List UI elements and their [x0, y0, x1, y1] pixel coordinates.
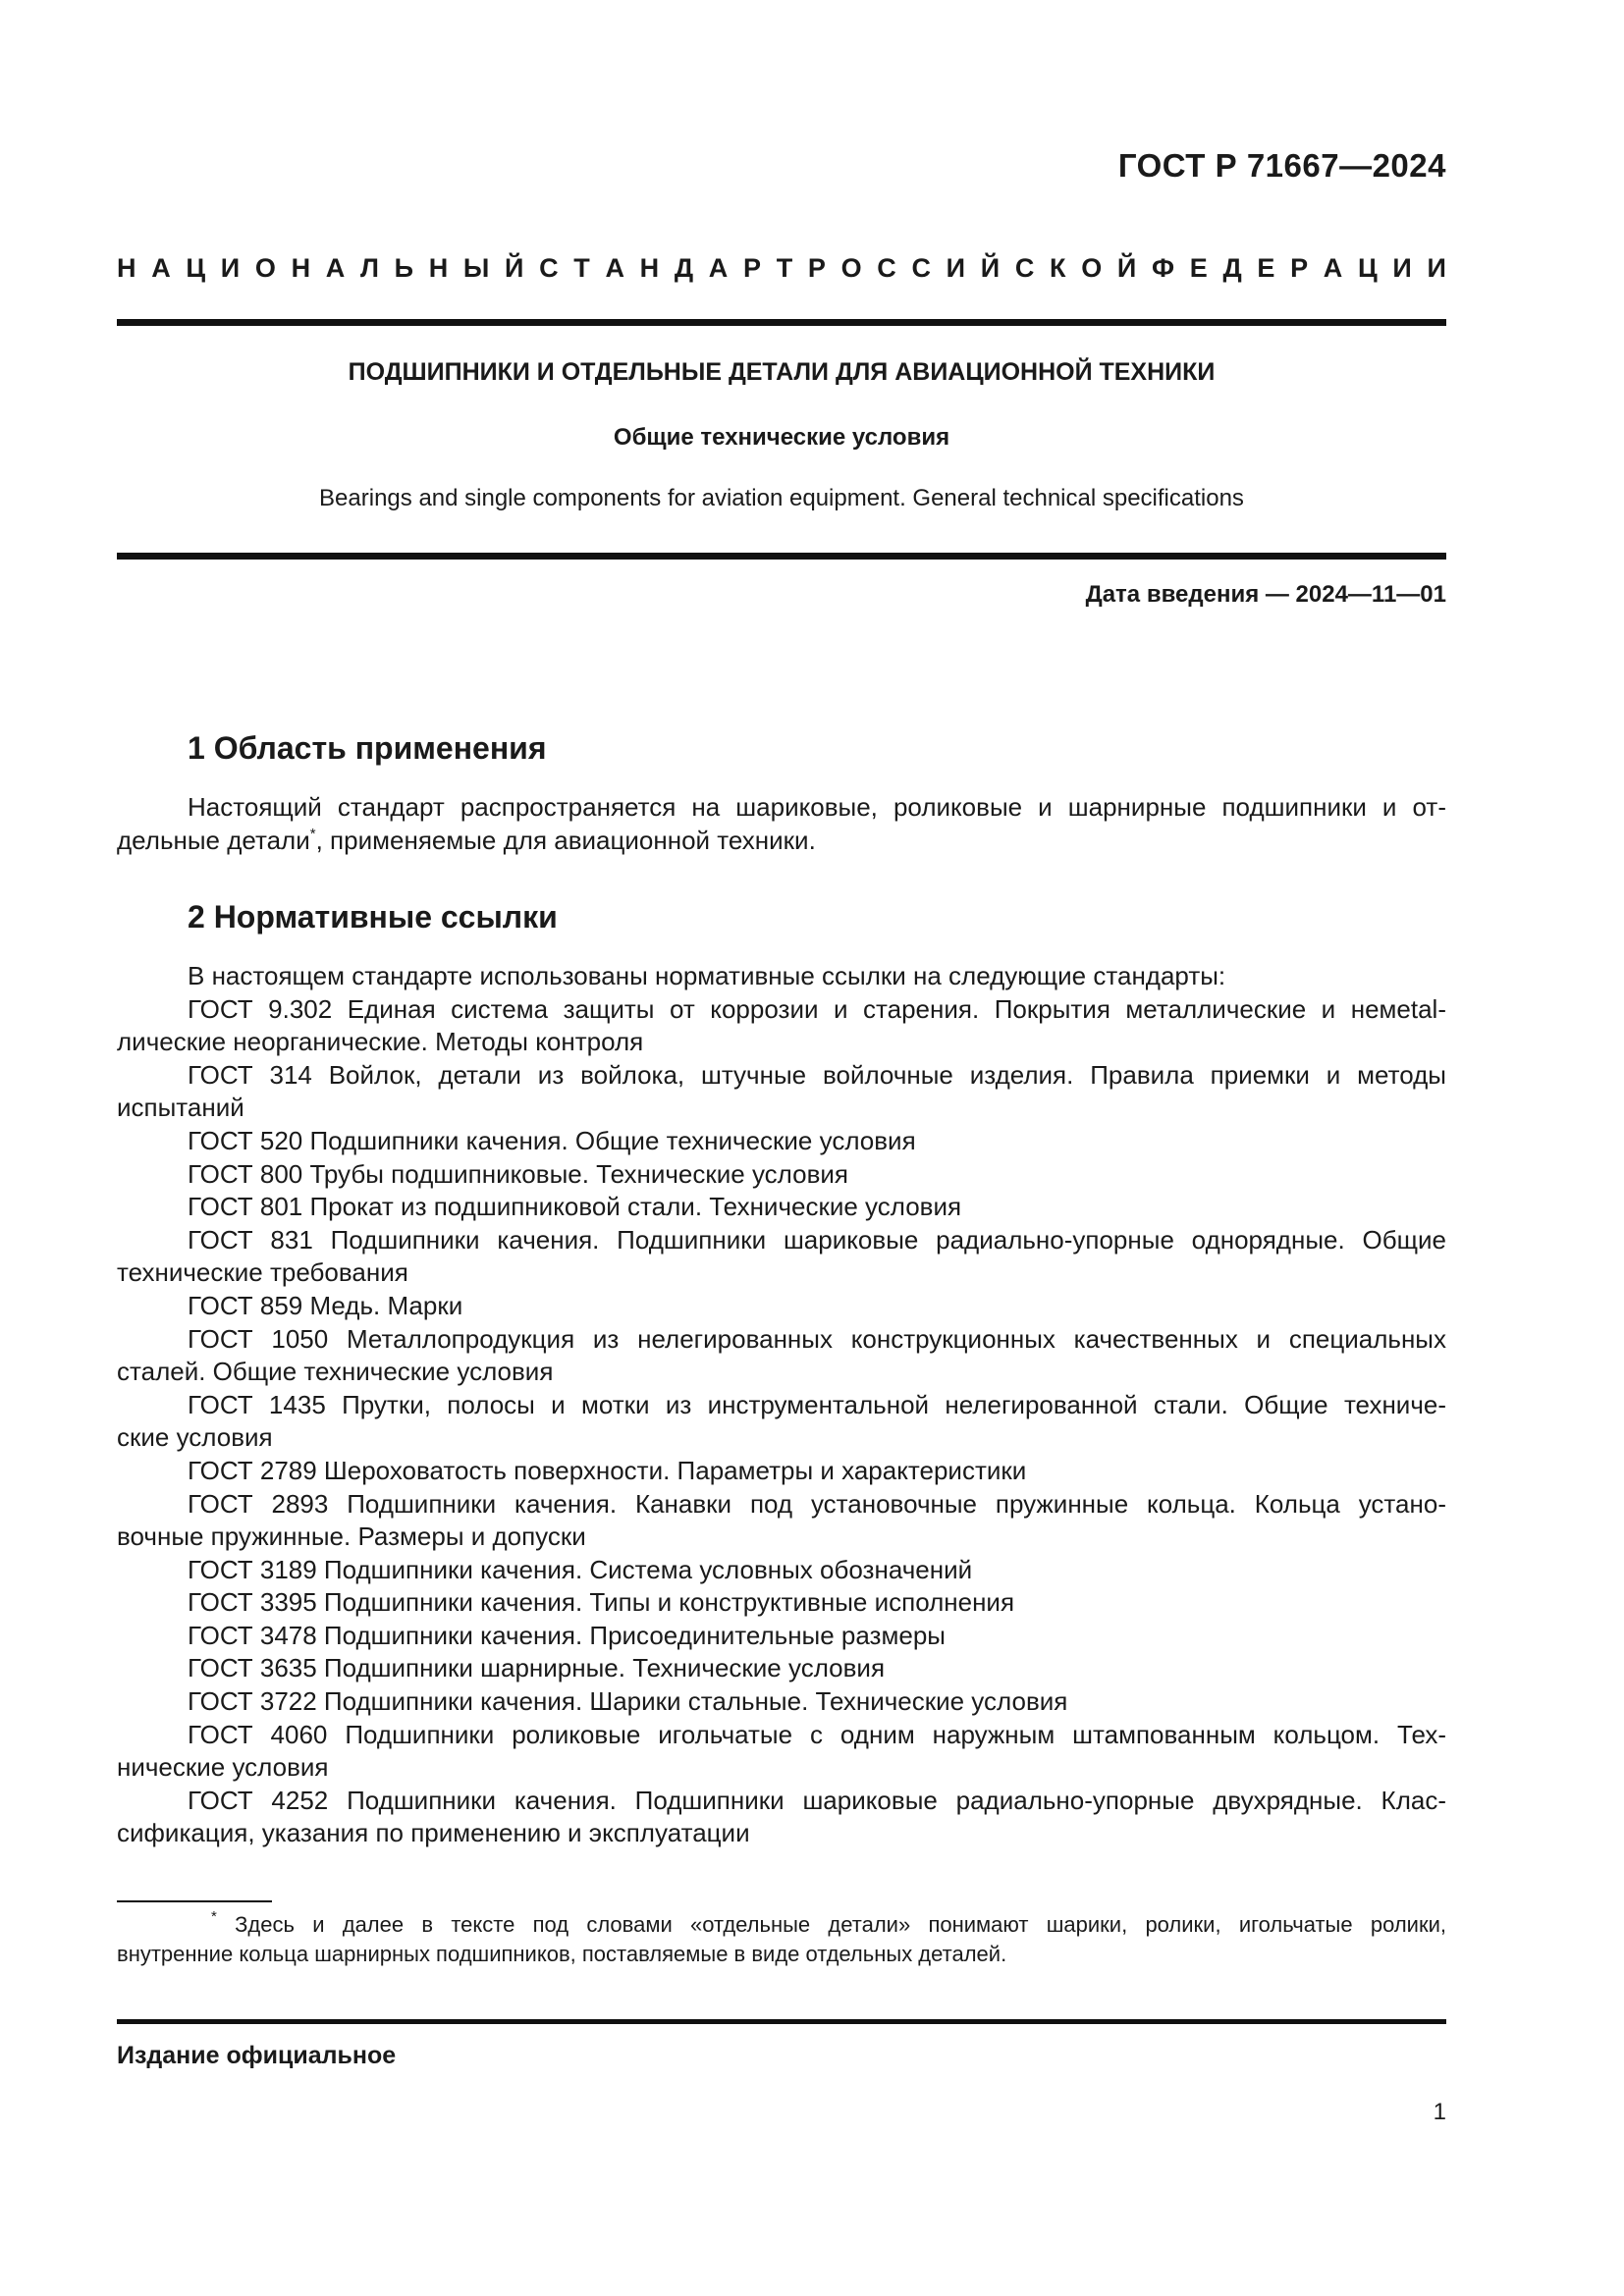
banner-letter: Ы [462, 253, 490, 283]
banner-letter: О [254, 253, 276, 283]
banner-letter: Д [674, 253, 694, 283]
reference-line: ГОСТ 3722 Подшипники качения. Шарики стальные. Технические условия [188, 1686, 1068, 1717]
section-2-heading: 2 Нормативные ссылки [188, 899, 558, 934]
footnote-text: Здесь и далее в тексте под словами «отдельные детали» понимают шарики, ролики, игольчатые ролики, [235, 1912, 1446, 1937]
section-2-body [117, 960, 1446, 1850]
introduction-date: Дата введения — 2024—11—01 [1085, 581, 1446, 608]
banner-letter: Н [117, 253, 136, 283]
banner-letter: С [877, 253, 896, 283]
footer-rule [117, 2019, 1446, 2024]
official-edition-label: Издание официальное [117, 2042, 397, 2069]
reference-line: лические неорганические. Методы контроля [117, 1027, 644, 1057]
footnote-rule [117, 1900, 272, 1902]
reference-line: ГОСТ 831 Подшипники качения. Подшипники шариковые радиально-упорные однорядные. Общие [188, 1224, 1446, 1255]
banner-letter: А [325, 253, 346, 283]
reference-line: ГОСТ 9.302 Единая система защиты от коррозии и старения. Покрытия металлические и немetal- [188, 993, 1446, 1024]
reference-line: сталей. Общие технические условия [117, 1357, 554, 1387]
banner-letter: Е [1257, 253, 1275, 283]
page-number: 1 [1433, 2099, 1446, 2125]
reference-line: ГОСТ 859 Медь. Марки [188, 1290, 463, 1320]
banner-letter: Р [807, 253, 826, 283]
banner-letter: О [1081, 253, 1103, 283]
reference-line: ГОСТ 4060 Подшипники роликовые игольчатые с одним наружным штампованным кольцом. Тех- [188, 1719, 1446, 1749]
reference-line: ГОСТ 800 Трубы подшипниковые. Технические условия [188, 1158, 848, 1189]
footnote-marker: * [309, 825, 316, 842]
banner-letter: Л [359, 253, 379, 283]
document-code: ГОСТ Р 71667—2024 [1117, 147, 1446, 184]
section-1-line: Настоящий стандарт распространяется на шариковые, роликовые и шарнирные подшипники и от- [188, 792, 1446, 822]
banner-letter: Й [980, 253, 1001, 283]
banner-letter: С [1014, 253, 1035, 283]
reference-line: ские условия [117, 1422, 273, 1453]
banner-letter: Ц [1357, 253, 1378, 283]
footnote-marker: * [211, 1908, 217, 1925]
banner-letter: Н [639, 253, 660, 283]
title-rule [117, 553, 1446, 560]
banner-letter: И [1392, 253, 1412, 283]
banner-letter: С [911, 253, 931, 283]
reference-line: ГОСТ 801 Прокат из подшипниковой стали. Технические условия [188, 1192, 962, 1222]
banner-letter: К [1050, 253, 1066, 283]
footnote [117, 1910, 1446, 1969]
reference-line: ГОСТ 314 Войлок, детали из войлока, штучные войлочные изделия. Правила приемки и методы [188, 1059, 1446, 1090]
section-1-text: , применяемые для авиационной техники. [315, 825, 816, 855]
banner-letter: О [840, 253, 862, 283]
banner-letter: Й [1116, 253, 1137, 283]
section-1-body [117, 791, 1446, 857]
banner-letter: Т [776, 253, 793, 283]
banner-letter: Н [428, 253, 449, 283]
banner-letter: А [708, 253, 729, 283]
document-title-ru: ПОДШИПНИКИ И ОТДЕЛЬНЫЕ ДЕТАЛИ ДЛЯ АВИАЦИОННОЙ ТЕХНИКИ [348, 358, 1216, 386]
banner-letter: И [946, 253, 966, 283]
reference-line: испытаний [117, 1093, 244, 1123]
reference-line: ГОСТ 3635 Подшипники шарнирные. Технические условия [188, 1653, 886, 1683]
banner-letter: С [539, 253, 559, 283]
banner-letter: И [220, 253, 241, 283]
reference-line: сификация, указания по применению и эксплуатации [117, 1818, 750, 1848]
reference-line: ГОСТ 520 Подшипники качения. Общие технические условия [188, 1125, 916, 1155]
banner-letter: И [1427, 253, 1446, 283]
document-subtitle-ru: Общие технические условия [613, 424, 950, 451]
banner-letter: Ц [186, 253, 206, 283]
banner-letter: Д [1222, 253, 1242, 283]
banner-letter: Ь [394, 253, 414, 283]
banner-letter: Е [1189, 253, 1208, 283]
banner-letter: Н [291, 253, 311, 283]
reference-line: ГОСТ 1050 Металлопродукция из нелегированных конструкционных качественных и специальных [188, 1323, 1446, 1354]
banner-letter: Й [505, 253, 524, 283]
reference-line: ГОСТ 2789 Шероховатость поверхности. Параметры и характеристики [188, 1455, 1027, 1485]
banner-letter: Р [742, 253, 761, 283]
banner-letter: А [151, 253, 171, 283]
document-title-en: Bearings and single components for aviation equipment. General technical specifications [319, 485, 1244, 511]
section-1-text: дельные детали [117, 825, 310, 855]
footnote-line: внутренние кольца шарнирных подшипников, поставляемые в виде отдельных деталей. [117, 1942, 1007, 1966]
footnote-line [117, 1910, 1446, 1940]
reference-line: нические условия [117, 1752, 329, 1783]
section-1-heading: 1 Область применения [188, 730, 547, 766]
section-1-line [117, 825, 1446, 858]
banner-letter: Ф [1152, 253, 1175, 283]
banner-letter: А [1323, 253, 1343, 283]
reference-line: ГОСТ 4252 Подшипники качения. Подшипники шариковые радиально-упорные двухрядные. Клас- [188, 1785, 1446, 1815]
header-rule [117, 319, 1446, 326]
banner-letter: Р [1290, 253, 1309, 283]
reference-line: ГОСТ 3395 Подшипники качения. Типы и конструктивные исполнения [188, 1587, 1015, 1618]
reference-line: ГОСТ 1435 Прутки, полосы и мотки из инструментальной нелегированной стали. Общие техниче- [188, 1389, 1446, 1419]
banner-letter: Т [573, 253, 590, 283]
reference-line: В настоящем стандарте использованы нормативные ссылки на следующие стандарты: [188, 961, 1226, 990]
reference-line: ГОСТ 2893 Подшипники качения. Канавки под установочные пружинные кольца. Кольца устано- [188, 1488, 1446, 1519]
banner-letter: А [605, 253, 624, 283]
reference-line: вочные пружинные. Размеры и допуски [117, 1522, 586, 1552]
national-standard-banner [117, 253, 1446, 284]
reference-line: ГОСТ 3189 Подшипники качения. Система условных обозначений [188, 1554, 973, 1584]
reference-line: ГОСТ 3478 Подшипники качения. Присоединительные размеры [188, 1620, 946, 1650]
reference-line: технические требования [117, 1257, 408, 1288]
